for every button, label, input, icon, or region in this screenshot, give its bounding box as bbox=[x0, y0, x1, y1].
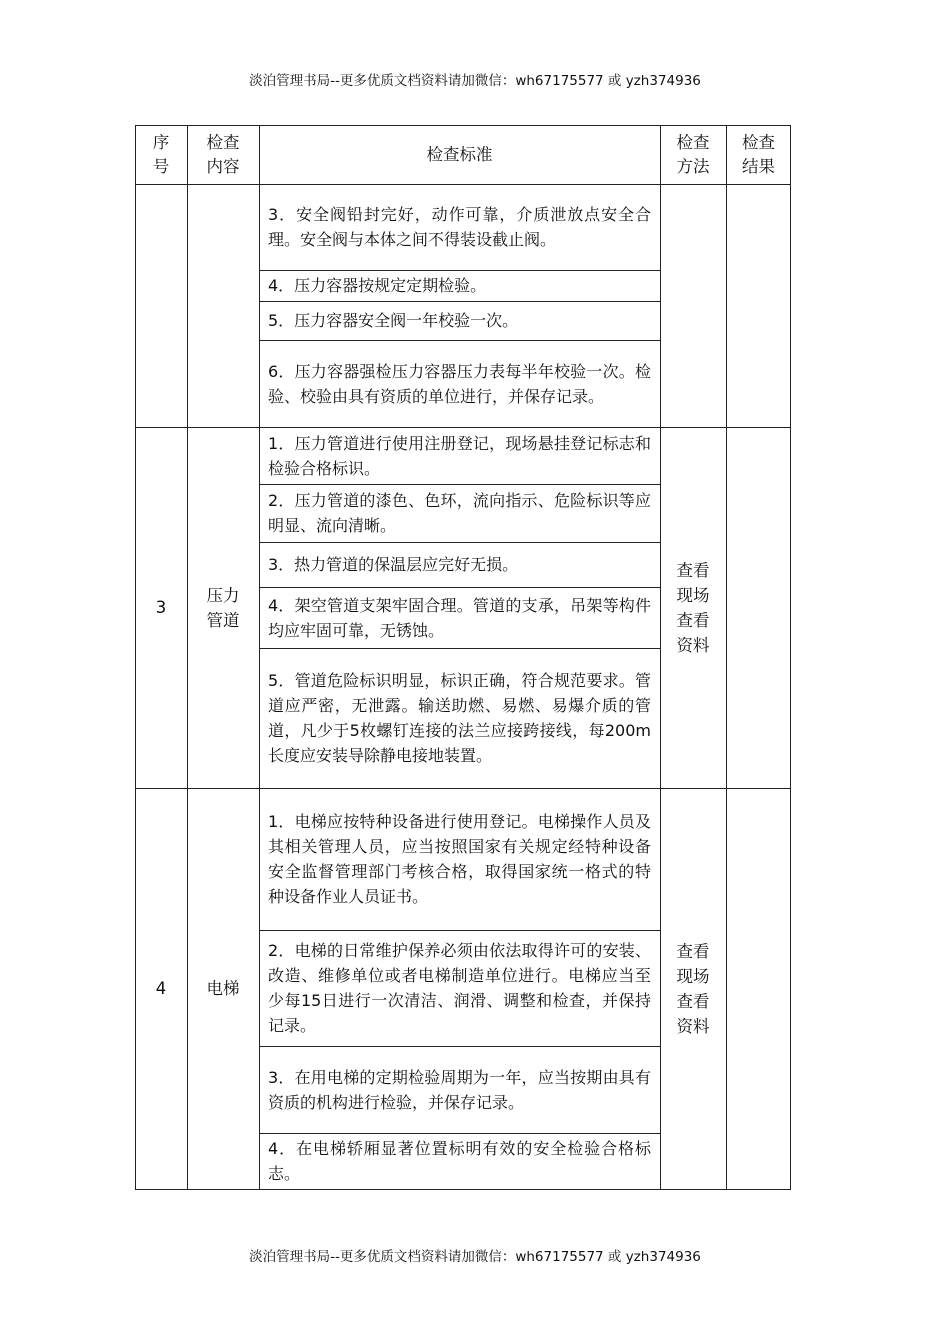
group-2-content: 压力管道 bbox=[206, 585, 240, 630]
criteria-item: 4．压力容器按规定定期检验。 bbox=[268, 276, 487, 295]
column-header-method: 检查方法 bbox=[676, 132, 710, 176]
group-1-no bbox=[135, 184, 187, 427]
table-border bbox=[135, 125, 136, 1190]
column-header-criteria: 检查标准 bbox=[426, 144, 493, 164]
table-border bbox=[135, 427, 791, 428]
criteria-item: 1．电梯应按特种设备进行使用登记。电梯操作人员及其相关管理人员，应当按照国家有关规定经特种设备安全监督管理部门考核合格，取得国家统一格式的特种设备作业人员证书。 bbox=[268, 812, 651, 906]
table-border bbox=[135, 788, 791, 789]
group-2-no: 3 bbox=[155, 597, 167, 617]
table-border bbox=[135, 125, 791, 126]
table-border bbox=[259, 340, 660, 341]
group-1-content bbox=[187, 184, 259, 427]
table-border bbox=[259, 1133, 660, 1134]
table-border bbox=[135, 184, 791, 185]
criteria-item: 4．在电梯轿厢显著位置标明有效的安全检验合格标志。 bbox=[268, 1139, 651, 1183]
page-header: 淡泊管理书局--更多优质文档资料请加微信：wh67175577 或 yzh374936 bbox=[249, 73, 701, 89]
table-border bbox=[187, 125, 188, 1190]
criteria-item: 1．压力管道进行使用注册登记，现场悬挂登记标志和检验合格标识。 bbox=[268, 433, 651, 478]
page-footer: 淡泊管理书局--更多优质文档资料请加微信：wh67175577 或 yzh374936 bbox=[249, 1249, 701, 1265]
criteria-item: 2．电梯的日常维护保养必须由依法取得许可的安装、改造、维修单位或者电梯制造单位进行。电梯应当至少每15日进行一次清洁、润滑、调整和检查，并保持记录。 bbox=[268, 941, 651, 1035]
group-1-result bbox=[726, 184, 791, 427]
group-2-result bbox=[726, 427, 791, 788]
table-border bbox=[259, 542, 660, 543]
table-border bbox=[259, 587, 660, 588]
table-border bbox=[790, 125, 791, 1190]
criteria-item: 5．压力容器安全阀一年校验一次。 bbox=[268, 311, 519, 330]
table-border bbox=[135, 1189, 791, 1190]
table-border bbox=[726, 125, 727, 1190]
group-3-content: 电梯 bbox=[206, 978, 240, 998]
table-border bbox=[259, 125, 260, 1190]
criteria-item: 3．安全阀铅封完好，动作可靠，介质泄放点安全合理。安全阀与本体之间不得装设截止阀。 bbox=[268, 205, 651, 249]
group-3-result bbox=[726, 788, 791, 1189]
criteria-item: 3．在用电梯的定期检验周期为一年，应当按期由具有资质的机构进行检验，并保存记录。 bbox=[268, 1067, 651, 1112]
criteria-item: 4．架空管道支架牢固合理。管道的支承，吊架等构件均应牢固可靠，无锈蚀。 bbox=[268, 595, 651, 640]
criteria-item: 3．热力管道的保温层应完好无损。 bbox=[268, 555, 519, 574]
table-border bbox=[259, 484, 660, 485]
group-3-no: 4 bbox=[155, 978, 167, 998]
table-border bbox=[259, 930, 660, 931]
column-header-result: 检查结果 bbox=[742, 132, 775, 176]
criteria-item: 6．压力容器强检压力容器压力表每半年校验一次。检验、校验由具有资质的单位进行，并保存记录。 bbox=[268, 361, 651, 406]
table-border bbox=[259, 1046, 660, 1047]
criteria-item: 2．压力管道的漆色、色环，流向指示、危险标识等应明显、流向清晰。 bbox=[268, 491, 651, 535]
table-border bbox=[259, 301, 660, 302]
criteria-item: 5．管道危险标识明显，标识正确，符合规范要求。管道应严密，无泄露。输送助燃、易燃、易爆介质的管道，凡少于5枚螺钉连接的法兰应接跨接线，每200m长度应安装导除静电接地装置。 bbox=[268, 671, 651, 765]
table-border bbox=[259, 648, 660, 649]
group-1-method bbox=[660, 184, 726, 427]
table-border bbox=[259, 270, 660, 271]
table-border bbox=[660, 125, 661, 1190]
column-header-no: 序号 bbox=[152, 132, 170, 176]
column-header-content: 检查内容 bbox=[206, 132, 240, 176]
group-3-method: 查看现场查看资料 bbox=[676, 941, 710, 1036]
group-2-method: 查看现场查看资料 bbox=[676, 560, 710, 655]
